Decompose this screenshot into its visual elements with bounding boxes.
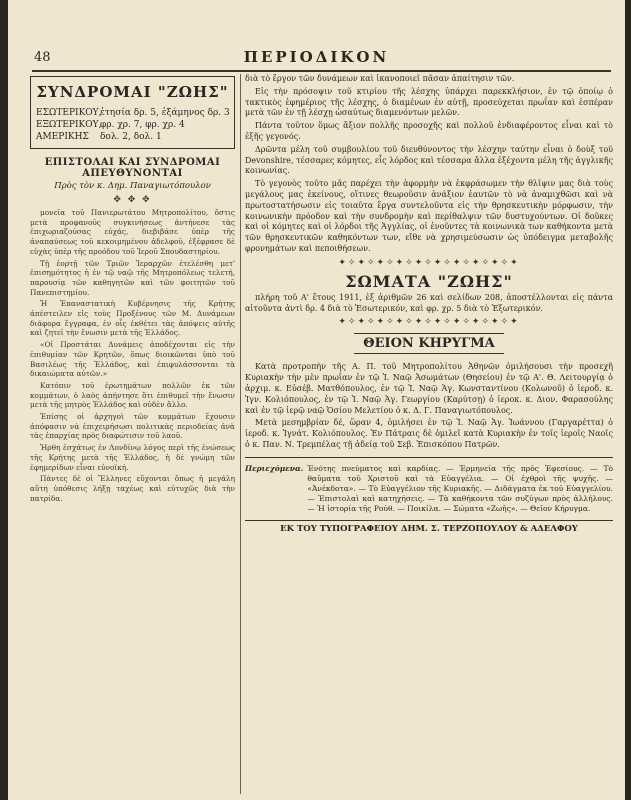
body-paragraph: Πάντες δὲ οἱ Ἕλληνες εὔχονται ὅπως ἡ μεγάλη αὕτη ὑπόθεσις λήξῃ ταχέως καὶ εὐτυχῶς διὰ τὴν πατρίδα.: [30, 474, 235, 503]
body-paragraph: Μετὰ μεσημβρίαν δέ, ὥραν 4, ὁμιλήσει ἐν τῷ Ἱ. Ναῷ Ἁγ. Ἰωάννου (Γαργαρέττα) ὁ ἱεροδ. κ. Ἰγνάτ. Κολιόπουλος. Ἐν Πάτραις δὲ ὁμιλεῖ κατὰ Κυριακὴν ἐν τοῖς ἱεροῖς Ναοῖς ὁ κ. Παν. Ν. Τρεμπέλας τῇ ἀδείᾳ τοῦ Σεβ. Ἐπισκόπου Πατρῶν.: [245, 418, 613, 449]
ornament-divider: ✦✧✦✧✦✧✦✧✦✧✦✧✦✧✦✧✦✧✦: [338, 317, 520, 328]
rate-values: δολ. 2, δολ. 1: [100, 132, 162, 142]
letters-addressee: Πρὸς τὸν κ. Δημ. Παναγιωτόπουλον: [54, 181, 211, 191]
ornament-divider: ✦✧✦✧✦✧✦✧✦✧✦✧✦✧✦✧✦✧✦: [338, 257, 520, 268]
body-paragraph: Πάντα τοῦτον ὅμως ἄξιον πολλῆς προσοχῆς καὶ πολλοῦ ἐνδιαφέροντος εἶναι καὶ τὸ ἑξῆς γεγονός.: [245, 121, 613, 141]
left-column: [30, 76, 235, 791]
body-paragraph: Ἡ Ἐπαναστατικὴ Κυβέρνησις τῆς Κρήτης ἀπέστειλεν εἰς τοὺς Προξένους τῶν Μ. Δυνάμεων διάφορα ἔγγραφα, ἐν οἷς ἐκθέτει τὰς ἀπόψεις αὐτῆς καὶ ζητεῖ τὴν ἕνωσιν μετὰ τῆς Ἑλλάδος.: [30, 299, 235, 338]
body-paragraph: «Οἱ Προστάται Δυνάμεις ἀποδέχονται εἰς τὴν ἐπιθυμίαν τῶν Κρητῶν, ὅπως διοικῶνται ὑπὸ τοῦ Βασιλέως τῆς Ἑλλάδος, καὶ ἐπιφυλάσσονται τὰ δικαιώματα αὐτῶν.»: [30, 340, 235, 379]
right-column: [245, 74, 613, 792]
somata-text: πλήρη τοῦ Α' ἔτους 1911, ἐξ ἀριθμῶν 26 καὶ σελίδων 208, ἀποστέλλονται εἰς πάντα αἰτοῦντα ἀντὶ δρ. 4 διὰ τὸ Ἐσωτερικόν, καὶ φρ. χρ. 5 διὰ τὸ Ἐξωτερικόν.: [245, 292, 613, 313]
contents-text: Ἐνότης πνεύματος καὶ καρδίας. — Ἐρμηνεία τῆς πρὸς Ἐφεσίους. — Τὸ θαῦματα τοῦ Χριστοῦ καὶ τὰ Εὐαγγέλια. — Οἱ ἐχθροὶ τῆς ψυχῆς. — «Ἀνέκδοτα». — Τὸ Εὐαγγέλιον τῆς Κυριακῆς. — Διδάγματα ἐκ τοῦ Εὐαγγελίου. — Ἐπιστολαὶ καὶ κατηχήσεις. — Τὰ καθήκοντα τῶν συζύγων πρὸς ἀλλήλους. — Ἡ ἱστορία τῆς Ρούθ. — Ποικίλα. — Σώματα «Ζωῆς». — Θεῖον Κήρυγμα.: [307, 463, 613, 513]
letters-heading: ΕΠΙΣΤΟΛΑΙ ΚΑΙ ΣΥΝΔΡΟΜΑΙ ΑΠΕΥΘΥΝΟΝΤΑΙ: [44, 157, 221, 179]
ornament-divider: ✥ ✥ ✥: [113, 195, 152, 205]
body-paragraph: Τῇ ἑορτῇ τῶν Τριῶν Ἱεραρχῶν ἐτελέσθη μετ' ἐπισημότητος ἡ ἐν τῷ ναῷ τῆς Μητροπόλεως τελετή, παρουσίᾳ τῶν καθηγητῶν καὶ τῶν φοιτητῶν τοῦ Πανεπιστημίου.: [30, 258, 235, 297]
body-paragraph: Ἐπίσης οἱ ἀρχηγοὶ τῶν κομμάτων ἔχουσιν ἀπόφασιν νὰ ἐπιχειρήσωσι πολιτικὰς περιοδείας ἀνὰ τὰς ἐπαρχίας πρὸς διαφώτισιν τοῦ λαοῦ.: [30, 412, 235, 441]
header-rule: [32, 70, 611, 72]
body-paragraph: Εἰς τὴν πρόσοψιν τοῦ κτιρίου τῆς λέσχης ὑπάρχει παρεκκλήσιον, ἐν τῷ ὁποίῳ ὁ τακτικὸς ἐφημέριος τῆς λέσχης, ὁ διαμένων ἐν αὐτῇ, προσεύχεται πρωΐαν καὶ ἑσπέραν μετὰ τῶν ἐν τῇ λέσχῃ ὡσαύτως διαμενόντων μελῶν.: [245, 86, 613, 118]
contents-block: [245, 464, 613, 514]
body-paragraph: Ἠρθη ἐσχάτως ἐν Λονδίνῳ λόγος περὶ τῆς ἑνώσεως τῆς Κρήτης μετὰ τῆς Ἑλλάδος, ἡ δὲ γνώμη τῶν ἐφημερίδων εἶναι εὐνοϊκή.: [30, 443, 235, 472]
page-number: 48: [34, 50, 51, 65]
rate-label: ΕΣΩΤΕΡΙΚΟΥ,: [36, 108, 102, 118]
column-rule: [240, 74, 241, 794]
subscriptions-title: ΣΥΝΔΡΟΜΑΙ "ΖΩΗΣ": [36, 83, 229, 101]
body-paragraph: Τὸ γεγονὸς τοῦτο μᾶς παρέχει τὴν ἀφορμὴν νὰ ἐκφράσωμεν τὴν θλῖψιν μας διὰ τοὺς μεγάλους μας ἐκείνους, οἵτινες θεωροῦσιν ἀνάξιον ἑαυτῶν τὸ νὰ ἀναμιχθῶσι καὶ νὰ πρωτοστατήσωσιν εἰς τοιαῦτα ἔργα συντελοῦντα εἰς τὴν θρησκευτικὴν μόρφωσιν, τὴν κοινωνικὴν πρόοδον καὶ τὴν συνδρομὴν καὶ περίθαλψιν τῶν δυστυχούντων. Οἱ δοῦκες καὶ οἱ κόμητες καὶ οἱ λόρδοι τῆς Ἀγγλίας, οἱ ἑνοῦντες τὰ κοινωνικὰ των καθήκοντα μετὰ τῶν θρησκευτικῶν καθηκόντων των, εἴθε νὰ χρησιμεύσωσιν ὡς ὑπόδειγμα μεταβολῆς φρονημάτων καὶ πεποιθήσεων.: [245, 179, 613, 253]
body-paragraph: διὰ τὸ ἔργον τῶν δυνάμεων καὶ ἱκανοποιεῖ πᾶσαν ἀπαίτησιν τῶν.: [245, 74, 515, 83]
rate-row: [36, 107, 229, 119]
body-paragraph: Δρῶντα μέλη τοῦ συμβουλίου τοῦ διευθύνοντος τὴν λέσχην ταύτην εἶναι ὁ δοὺξ τοῦ Devonshire, τέσσαρες κόμητες, εἷς λόρδος καὶ τέσσαρα ἄλλα ἐξέχοντα μέλη τῆς ἀγγλικῆς κοινωνίας.: [245, 144, 613, 176]
body-paragraph: Κατόπιν τοῦ ἐρωτημάτων πολλῶν ἐκ τῶν κομμάτων, ὁ λαὸς ἀπήντησε ὅτι ἐπιθυμεῖ τὴν ἕνωσιν μετὰ τῆς μητρὸς Ἑλλάδος καὶ οὐδὲν ἄλλο.: [30, 380, 235, 410]
body-paragraph: μονεῖα τοῦ Πανιερωτάτου Μητροπολίτου, ὅστις μετὰ προφανοῦς συγκινήσεως ἀντήνεσε τὰς ἐπιχωριαζούσας εὐχάς, διεβιβάσε ὑπὲρ τῆς ἀναπαύσεως τοῦ κεκοιμημένου ἀδελφοῦ, ἐξέφρασε δὲ εὐχὰς ὑπὲρ τῆς προόδου τοῦ Ἱεροῦ Σπουδαστηρίου.: [30, 208, 235, 256]
section-rule: [245, 457, 613, 458]
rate-values: φρ. χρ. 7, φρ. χρ. 4: [100, 120, 185, 130]
contents-label: Περιεχόμενα.: [245, 463, 304, 473]
newspaper-page: [8, 0, 625, 800]
rate-values: ἐτησία δρ. 5, ἑξάμηνος δρ. 3: [100, 108, 230, 118]
journal-title: ΠΕΡΙΟΔΙΚΟΝ: [243, 48, 390, 66]
rate-label: ΑΜΕΡΙΚΗΣ: [36, 132, 89, 142]
printer-imprint: ΕΚ ΤΟΥ ΤΥΠΟΓΡΑΦΕΙΟΥ ΔΗΜ. Σ. ΤΕΡΖΟΠΟΥΛΟΥ & ΑΔΕΛΦΟΥ: [245, 520, 613, 534]
subscriptions-box: [30, 76, 235, 149]
somata-title: ΣΩΜΑΤΑ "ΖΩΗΣ": [345, 271, 513, 291]
rate-label: ΕΞΩΤΕΡΙΚΟΥ,: [36, 120, 102, 130]
rate-row: [36, 119, 229, 131]
body-paragraph: Κατὰ προτροπὴν τῆς Α. Π. τοῦ Μητροπολίτου Ἀθηνῶν ὁμιλήσουσι τὴν προσεχῆ Κυριακὴν τὴν μὲν πρωΐαν ἐν τῷ Ἱ. Ναῷ Ἀσωμάτων (Θησείου) ἐν τῷ Α'. Θ. Λειτουργίᾳ ὁ ἀρχιμ. κ. Εὐσέβ. Ματθόπουλος, ἐν τῷ Ἱ. Ναῷ Ἁγ. Κωνσταντίνου (Κολωνοῦ) ὁ ἱεροδ. κ. Ἰγν. Κολιόπουλος, ἐν τῷ Ἱ. Ναῷ Ἁγ. Γεωργίου (Καρύτσῃ) ὁ ἱεροκ. κ. Διον. Φαρασούλης καὶ ἐν τῷ ἱερῷ ναῷ Ὁσίου Μελετίου ὁ κ. Δ. Γ. Παναγιωτόπουλος.: [245, 362, 613, 415]
rate-row: [36, 131, 229, 143]
kerygma-title: ΘΕΙΟΝ ΚΗΡΥΓΜΑ: [354, 333, 504, 354]
